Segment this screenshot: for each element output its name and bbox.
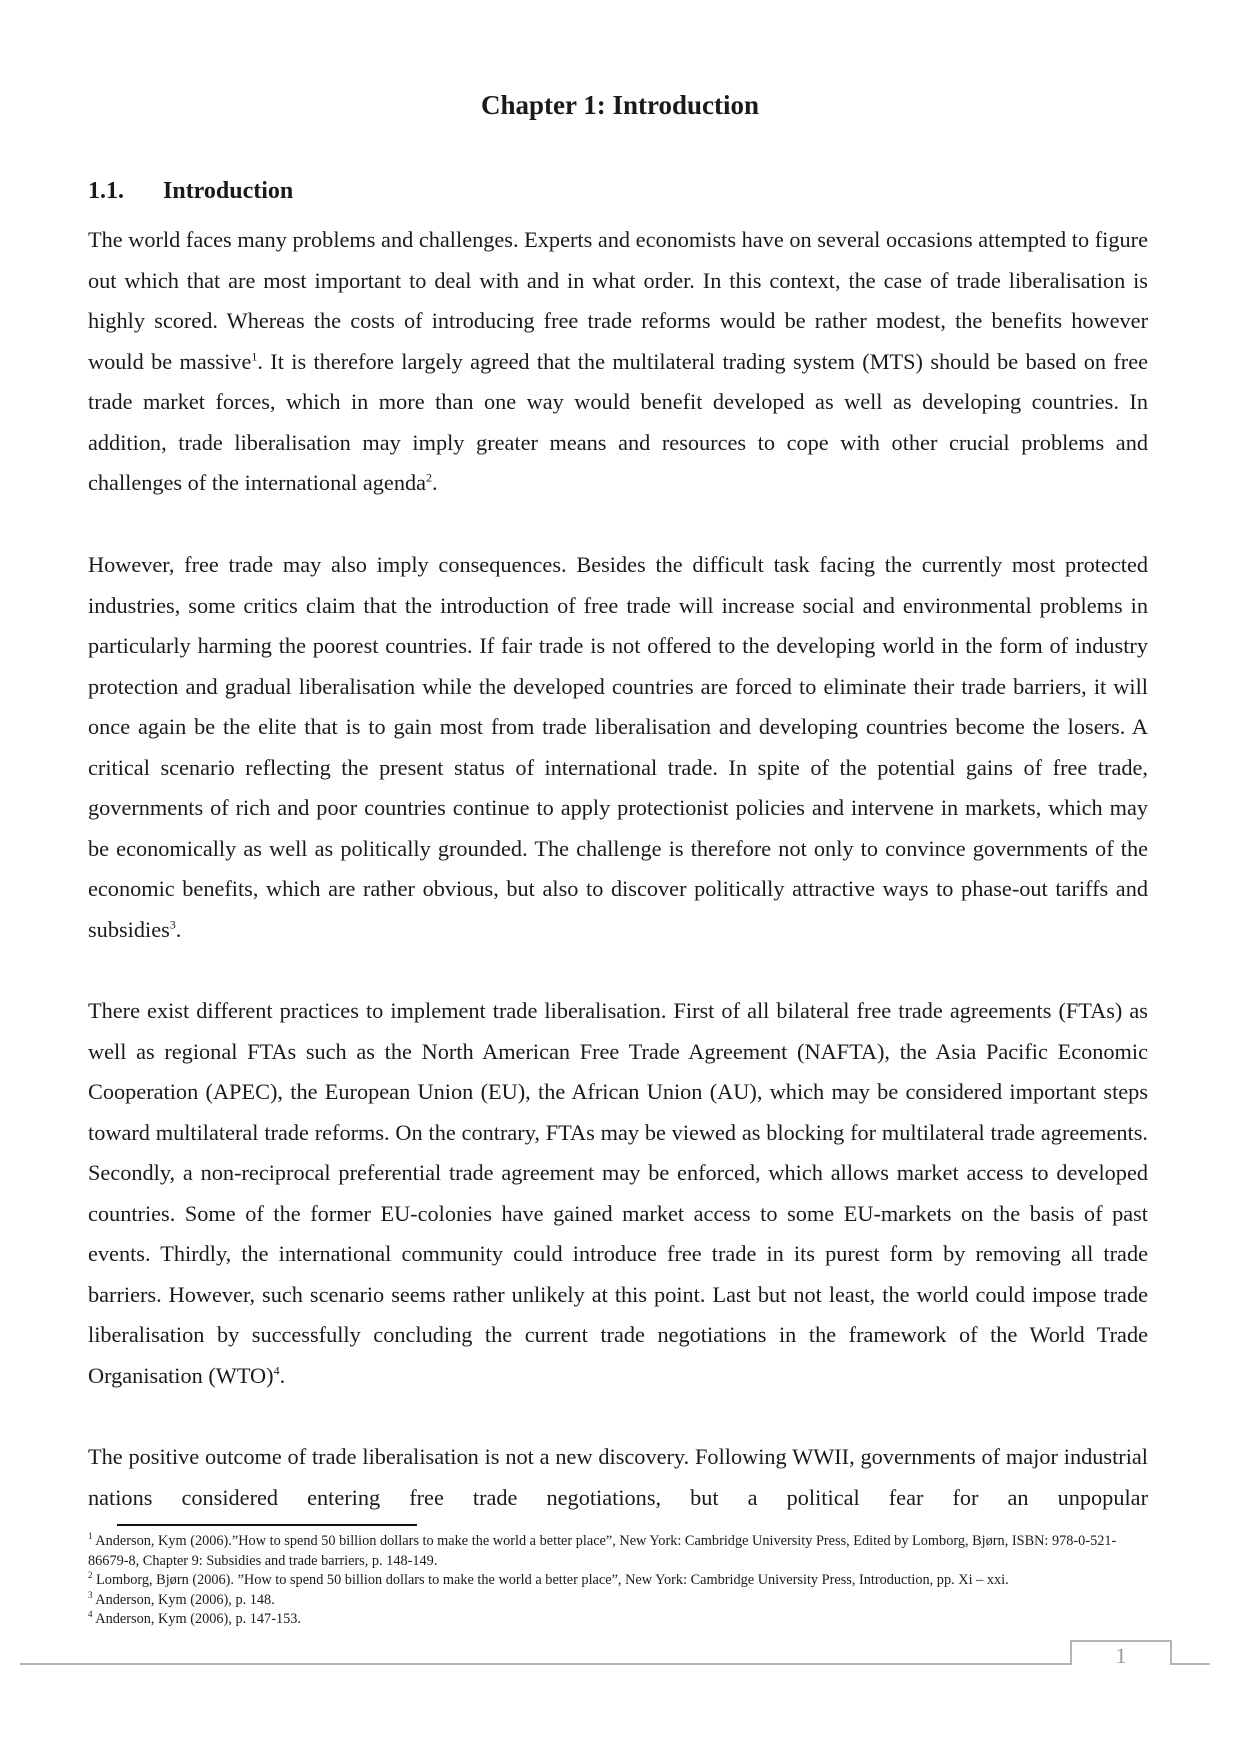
footnote-3-number: 3 — [88, 1589, 93, 1600]
footnote-ref-1[interactable]: 1 — [251, 349, 258, 364]
footnote-3 — [88, 1591, 1148, 1611]
footnotes — [88, 1532, 1148, 1630]
footnote-2-text: Lomborg, Bjørn (2006). ”How to spend 50 billion dollars to make the world a better place”, New York: Cambridge University Press, Introduction, pp. Xi – xxi. — [92, 1572, 1009, 1588]
footer-rule-right — [1170, 1663, 1210, 1665]
footnote-3-text: Anderson, Kym (2006), p. 148. — [92, 1591, 275, 1608]
footnote-2-number: 2 — [88, 1570, 93, 1581]
paragraph-3-text-b: . — [279, 1362, 286, 1388]
section-title: Introduction — [163, 178, 294, 204]
paragraph-1-text-a: The world faces many problems and challenges. Experts and economists have on several occasions attempted to figure out which that are most important to deal with and in what order. In this context, the case of trade liberalisation is highly scored. Whereas the costs of introducing free trade reforms would be rather modest, the benefits however would be massive — [88, 227, 1148, 374]
section-number: 1.1. — [88, 178, 124, 204]
footnote-4 — [88, 1610, 1148, 1630]
footnote-1-text: Anderson, Kym (2006).”How to spend 50 billion dollars to make the world a better place”, New York: Cambridge University Press, Edited by Lomborg, Bjørn, ISBN: 978-0-521-86679-8, Chapter 9: Subsidies and trade barriers, p. 148-149. — [88, 1533, 1117, 1569]
chapter-title: Chapter 1: Introduction — [480, 90, 760, 120]
paragraph-3 — [88, 991, 1148, 1396]
paragraph-2 — [88, 545, 1148, 950]
paragraph-4-text-a: The positive outcome of trade liberalisation is not a new discovery. Following WWII, governments of major industrial nations considered entering free trade negotiations, but a political fear for an unpopular — [88, 1444, 1148, 1510]
page-footer — [0, 1640, 1240, 1680]
page-number: 1 — [1070, 1640, 1172, 1665]
paragraph-4 — [88, 1437, 1148, 1518]
paragraph-2-text-b: . — [175, 916, 182, 942]
section-heading — [88, 178, 293, 205]
paragraph-3-text-a: There exist different practices to implement trade liberalisation. First of all bilateral free trade agreements (FTAs) as well as regional FTAs such as the North American Free Trade Agreement (NAFTA), the Asia Pacific Economic Cooperation (APEC), the European Union (EU), the African Union (AU), which may be considered important steps toward multilateral trade reforms. On the contrary, FTAs may be viewed as blocking for multilateral trade agreements. Secondly, a non-reciprocal preferential trade agreement may be enforced, which allows market access to developed countries. Some of the former EU-colonies have gained market access to some EU-markets on the basis of past events. Thirdly, the international community could introduce free trade in its purest form by removing all trade barriers. However, such scenario seems rather unlikely at this point. Last but not least, the world could impose trade liberalisation by successfully concluding the current trade negotiations in the framework of the World Trade Organisation (WTO) — [88, 998, 1148, 1388]
footnote-4-number: 4 — [88, 1609, 93, 1620]
paragraph-1 — [88, 220, 1148, 504]
footer-rule-left — [20, 1663, 1070, 1665]
footnote-ref-4[interactable]: 4 — [273, 1363, 280, 1378]
paragraph-1-text-b: . It is therefore largely agreed that the multilateral trading system (MTS) should be based on free trade market forces, which in more than one way would benefit developed as well as developing countries. In addition, trade liberalisation may imply greater means and resources to cope with other crucial problems and challenges of the international agenda — [88, 348, 1148, 495]
footnote-2 — [88, 1571, 1148, 1591]
paragraph-2-text-a: However, free trade may also imply consequences. Besides the difficult task facing the currently most protected industries, some critics claim that the introduction of free trade will increase social and environmental problems in particularly harming the poorest countries. If fair trade is not offered to the developing world in the form of industry protection and gradual liberalisation while the developed countries are forced to eliminate their trade barriers, it will once again be the elite that is to gain most from trade liberalisation and developing countries become the losers. A critical scenario reflecting the present status of international trade. In spite of the potential gains of free trade, governments of rich and poor countries continue to apply protectionist policies and intervene in markets, which may be economically as well as politically grounded. The challenge is therefore not only to convince governments of the economic benefits, which are rather obvious, but also to discover politically attractive ways to phase-out tariffs and subsidies — [88, 552, 1148, 942]
footnote-4-text: Anderson, Kym (2006), p. 147-153. — [92, 1611, 301, 1627]
paragraph-1-text-c: . — [432, 470, 438, 495]
footnote-separator — [117, 1524, 417, 1526]
footnote-ref-3[interactable]: 3 — [169, 917, 176, 932]
footnote-1-number: 1 — [88, 1531, 93, 1542]
footnote-ref-2[interactable]: 2 — [426, 470, 433, 485]
footnote-1 — [88, 1532, 1148, 1571]
